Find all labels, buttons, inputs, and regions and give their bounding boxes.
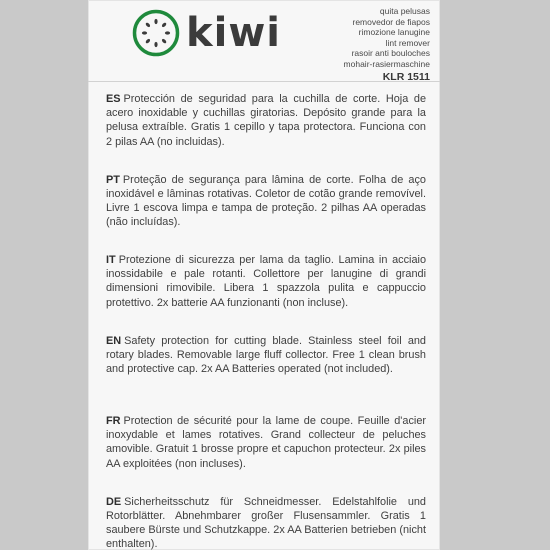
description-text: Proteção de segurança para lâmina de corte. Folha de aço inoxidável e lâminas rotativas. Coletor de cotão grande removível. Livre 1 escova limpa e tampa de proteção. 2 pilhas AA operadas (não incluídas).	[106, 173, 426, 229]
kiwi-fruit-slice-icon	[132, 9, 180, 57]
language-code: ES	[106, 93, 121, 105]
description-de	[106, 495, 426, 550]
description-pt	[106, 173, 426, 254]
language-code: EN	[106, 334, 122, 347]
description-it	[106, 253, 426, 334]
label-header	[88, 0, 440, 82]
language-code: DE	[106, 495, 122, 508]
language-code: IT	[106, 254, 116, 266]
language-code: FR	[106, 415, 121, 427]
product-name-es: quita pelusas	[379, 6, 430, 16]
language-code: PT	[106, 173, 120, 186]
description-fr	[106, 414, 426, 495]
descriptions	[88, 82, 440, 550]
product-name-pt: removedor de fiapos	[352, 16, 430, 27]
description-es	[106, 92, 426, 173]
product-names	[344, 6, 430, 83]
product-name-fr: rasoir anti bouloches	[351, 48, 430, 58]
brand-logo	[132, 9, 281, 57]
description-text: Protección de seguridad para la cuchilla de corte. Hoja de acero inoxidable y cuchillas giratorias. Depósito grande para la pelusa extraíble. Gratis 1 cepillo y tapa protectora. Funciona con 2 pilas AA (no incluidas).	[106, 93, 426, 148]
description-text: Sicherheitsschutz für Schneidmesser. Edelstahlfolie und Rotorblätter. Abnehmbarer großer Flusensammler. Gratis 1 saubere Bürste und Schutzkappe. 2x AA Batterien betrieben (nicht enthalten).	[106, 495, 426, 550]
description-text: Protection de sécurité pour la lame de coupe. Feuille d'acier inoxydable et lames rotatives. Grand collecteur de peluches amovible. Gratuit 1 brosse propre et capuchon protecteur. 2x piles AA exploitées (non incluses).	[106, 415, 426, 470]
brand-name: kiwi	[186, 10, 281, 56]
product-name-de: mohair-rasiermaschine	[343, 58, 430, 69]
package-label	[88, 0, 440, 550]
description-text: Safety protection for cutting blade. Stainless steel foil and rotary blades. Removable large fluff collector. Free 1 clean brush and protective cap. 2x AA Batteries operated (not included).	[106, 334, 426, 375]
description-text: Protezione di sicurezza per lama da taglio. Lamina in acciaio inossidabile e pale rotanti. Collettore per lanugine di grandi dimensioni rimovibile. Libera 1 spazzola pulita e cappuccio protettivo. 2x batterie AA funzionanti (non incluse).	[106, 254, 426, 309]
model-number: KLR 1511	[382, 71, 430, 83]
description-en	[106, 334, 426, 415]
product-name-it: rimozione lanugine	[358, 27, 430, 37]
product-name-en: lint remover	[385, 37, 430, 48]
